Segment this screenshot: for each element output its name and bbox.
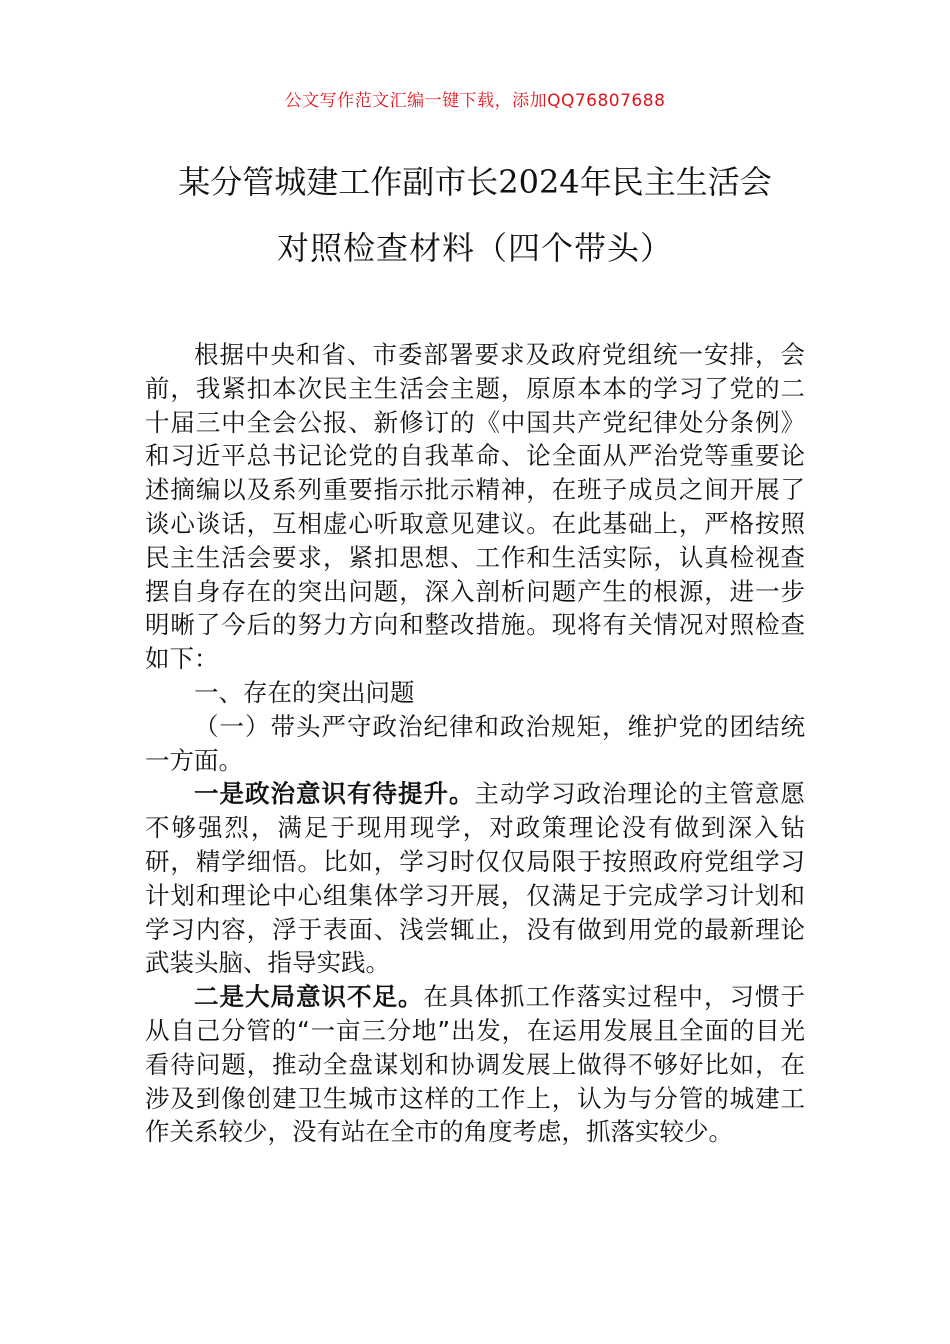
section-heading: 一、存在的突出问题 bbox=[194, 677, 415, 707]
point-lead-1: 一是政治意识有待提升。 bbox=[194, 779, 475, 809]
document-body bbox=[145, 338, 805, 1149]
intro-paragraph: 根据中央和省、市委部署要求及政府党组统一安排，会前，我紧扣本次民主生活会主题，原原本本的学习了党的二十届三中全会公报、新修订的《中国共产党纪律处分条例》和习近平总书记论党的自我革命、论全面从严治党等重要论述摘编以及系列重要指示批示精神，在班子成员之间开展了谈心谈话，互相虚心听取意见建议。在此基础上，严格按照民主生活会要求，紧扣思想、工作和生活实际，认真检视查摆自身存在的突出问题，深入剖析问题产生的根源，进一步明晰了今后的努力方向和整改措施。现将有关情况对照检查如下： bbox=[145, 340, 805, 674]
point-text-1: 主动学习政治理论的主管意愿不够强烈，满足于现用现学，对政策理论没有做到深入钻研，精学细悟。比如，学习时仅仅局限于按照政府党组学习计划和理论中心组集体学习开展，仅满足于完成学习计划和学习内容，浮于表面、浅尝辄止，没有做到用党的最新理论武装头脑、指导实践。 bbox=[145, 779, 805, 978]
document-title-line2: 对照检查材料（四个带头） bbox=[276, 229, 673, 267]
point-lead-2: 二是大局意识不足。 bbox=[194, 982, 424, 1012]
document-title-line1: 某分管城建工作副市长2024年民主生活会 bbox=[178, 163, 772, 201]
header-note: 公文写作范文汇编一键下载，添加QQ76807688 bbox=[284, 91, 666, 111]
subsection-heading: （一）带头严守政治纪律和政治规矩，维护党的团结统一方面。 bbox=[145, 711, 805, 775]
point-paragraph-1 bbox=[145, 777, 805, 980]
point-paragraph-2 bbox=[145, 980, 805, 1149]
point-text-2: 在具体抓工作落实过程中，习惯于从自己分管的“一亩三分地”出发，在运用发展且全面的目光看待问题，推动全盘谋划和协调发展上做得不够好比如，在涉及到像创建卫生城市这样的工作上，认为与分管的城建工作关系较少，没有站在全市的角度考虑，抓落实较少。 bbox=[145, 982, 805, 1147]
